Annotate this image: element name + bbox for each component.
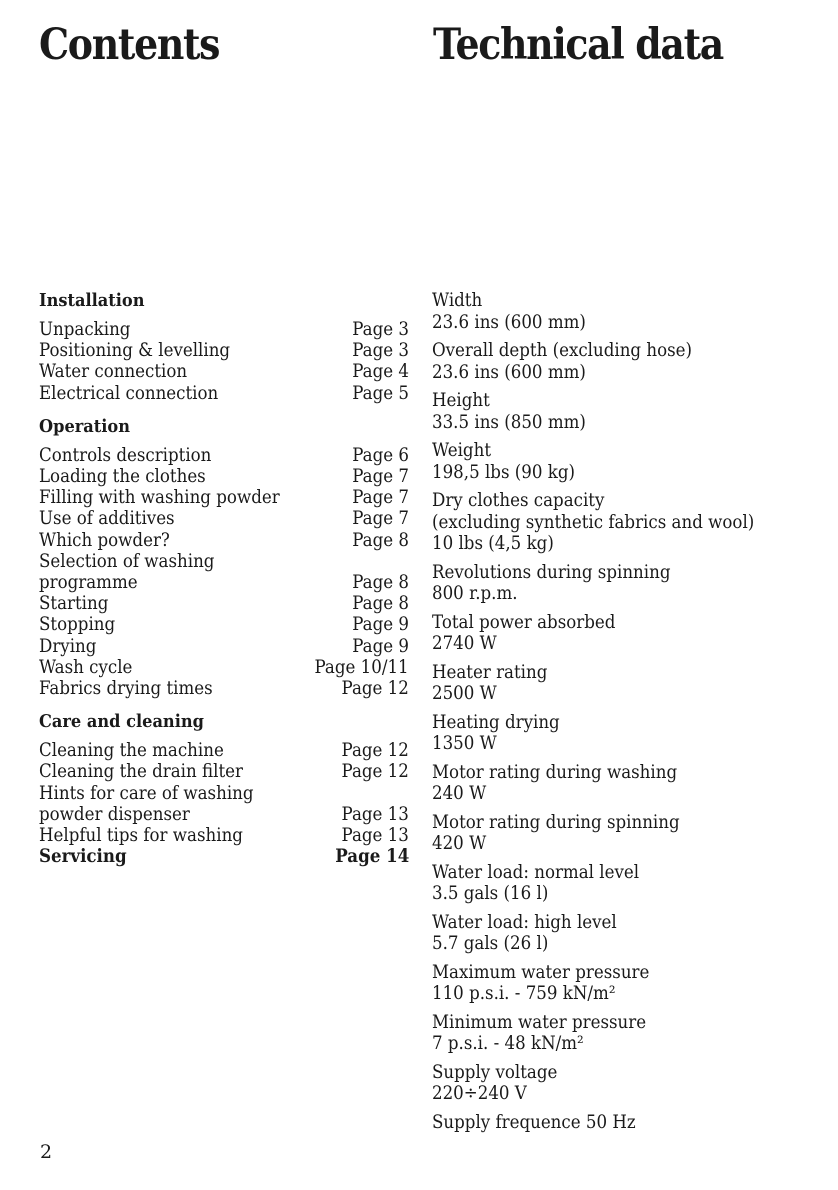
spec-total-power	[432, 612, 832, 655]
spec-name: Water load: normal level	[432, 861, 640, 883]
spec-value: 198,5 lbs (90 kg)	[432, 461, 576, 483]
spec-value: 23.6 ins (600 mm)	[432, 311, 586, 333]
toc-entry-servicing	[39, 846, 409, 867]
contents-heading: Contents	[39, 20, 220, 70]
spec-min-pressure	[432, 1012, 832, 1055]
toc-label: Drying	[39, 635, 97, 657]
spec-value: 420 W	[432, 833, 487, 854]
spec-value: 3.5 gals (16 l)	[432, 883, 549, 904]
toc-page: Page 8	[352, 529, 409, 551]
spec-max-pressure	[432, 962, 832, 1005]
toc-entry	[39, 636, 409, 657]
spec-dry-clothes-capacity	[432, 490, 832, 555]
toc-page: Page 13	[341, 825, 409, 847]
toc-entry	[39, 530, 409, 551]
technical-data-heading: Technical data	[433, 20, 723, 70]
spec-width	[432, 290, 832, 333]
toc-page: Page 8	[352, 572, 409, 594]
toc-entry	[39, 614, 409, 635]
spec-value: 1350 W	[432, 733, 497, 754]
spec-value: 220÷240 V	[432, 1083, 527, 1104]
section-title: Care and cleaning	[39, 711, 204, 733]
toc-label: Use of additives	[39, 508, 175, 530]
toc-entry	[39, 804, 409, 825]
contents-list	[39, 290, 409, 879]
spec-heating-drying	[432, 712, 832, 755]
spec-weight	[432, 440, 832, 483]
toc-page: Page 5	[352, 382, 409, 404]
toc-label: Water connection	[39, 361, 188, 383]
spec-name: Height	[432, 390, 490, 411]
toc-label: Helpful tips for washing	[39, 825, 243, 847]
toc-label: Wash cycle	[39, 656, 133, 678]
toc-label: Electrical connection	[39, 382, 219, 404]
section-installation	[39, 290, 409, 404]
spec-name: Revolutions during spinning	[432, 561, 671, 583]
toc-label: Stopping	[39, 614, 116, 636]
toc-page: Page 3	[352, 340, 409, 362]
spec-water-high	[432, 912, 832, 955]
spec-name: Motor rating during washing	[432, 761, 678, 783]
section-operation	[39, 416, 409, 699]
spec-supply-frequence	[432, 1112, 832, 1134]
toc-page: Page 12	[341, 678, 409, 700]
toc-label: Cleaning the drain filter	[39, 761, 243, 783]
spec-value: 110 p.s.i. - 759 kN/m²	[432, 983, 616, 1004]
spec-name: Width	[432, 290, 483, 311]
toc-entry	[39, 783, 409, 804]
spec-name: Water load: high level	[432, 911, 617, 933]
toc-entry	[39, 678, 409, 699]
spec-value: (excluding synthetic fabrics and wool)	[432, 511, 755, 533]
toc-page: Page 12	[341, 740, 409, 762]
toc-label: Which powder?	[39, 529, 170, 551]
spec-value: 33.5 ins (850 mm)	[432, 411, 586, 433]
toc-entry	[39, 340, 409, 361]
toc-page: Page 7	[352, 466, 409, 488]
spec-name: Overall depth (excluding hose)	[432, 340, 693, 361]
toc-label: Loading the clothes	[39, 466, 206, 488]
toc-label: Filling with washing powder	[39, 487, 280, 509]
toc-label: programme	[39, 572, 138, 594]
toc-page: Page 3	[352, 319, 409, 340]
toc-page: Page 9	[352, 614, 409, 636]
section-care-and-cleaning	[39, 711, 409, 867]
toc-page: Page 6	[352, 444, 409, 466]
toc-entry	[39, 487, 409, 508]
spec-name: Weight	[432, 440, 492, 461]
spec-value: 2500 W	[432, 683, 497, 704]
toc-entry	[39, 761, 409, 782]
spec-motor-washing	[432, 762, 832, 805]
spec-value: 2740 W	[432, 633, 497, 654]
spec-value: 23.6 ins (600 mm)	[432, 361, 586, 383]
spec-overall-depth	[432, 340, 832, 383]
toc-entry	[39, 593, 409, 614]
section-title: Installation	[39, 290, 145, 311]
spec-water-normal	[432, 862, 832, 905]
toc-entry	[39, 383, 409, 404]
spec-value: 10 lbs (4,5 kg)	[432, 533, 554, 554]
toc-entry	[39, 551, 409, 572]
spec-name: Heater rating	[432, 661, 548, 683]
spec-supply-voltage	[432, 1062, 832, 1105]
toc-label: Unpacking	[39, 319, 131, 340]
spec-name: Dry clothes capacity	[432, 490, 605, 511]
toc-entry	[39, 740, 409, 761]
toc-entry	[39, 361, 409, 382]
toc-label: Cleaning the machine	[39, 740, 224, 762]
spec-value: 800 r.p.m.	[432, 583, 518, 604]
toc-entry	[39, 825, 409, 846]
toc-entry	[39, 508, 409, 529]
toc-page: Page 7	[352, 487, 409, 509]
spec-value: 240 W	[432, 783, 487, 804]
toc-page: Page 4	[352, 361, 409, 383]
toc-entry	[39, 445, 409, 466]
spec-name: Minimum water pressure	[432, 1011, 647, 1033]
toc-page: Page 10/11	[314, 656, 409, 678]
toc-label: Controls description	[39, 444, 212, 466]
spec-motor-spinning	[432, 812, 832, 855]
toc-page: Page 13	[341, 803, 409, 825]
spec-name: Total power absorbed	[432, 611, 616, 633]
toc-page: Page 8	[352, 593, 409, 615]
spec-value: 5.7 gals (26 l)	[432, 933, 549, 954]
spec-name: Maximum water pressure	[432, 961, 650, 983]
technical-data-list	[432, 290, 832, 1140]
toc-label: Hints for care of washing	[39, 782, 254, 804]
spec-revolutions	[432, 562, 832, 605]
spec-name: Supply frequence 50 Hz	[432, 1111, 636, 1133]
toc-label: Servicing	[39, 846, 127, 868]
toc-page: Page 7	[352, 508, 409, 530]
toc-page: Page 12	[341, 761, 409, 783]
toc-entry	[39, 319, 409, 340]
spec-name: Motor rating during spinning	[432, 811, 680, 833]
toc-label: powder dispenser	[39, 803, 190, 825]
page-number: 2	[40, 1141, 53, 1163]
toc-label: Fabrics drying times	[39, 678, 213, 700]
toc-page: Page 14	[334, 846, 409, 868]
toc-label: Starting	[39, 593, 109, 615]
spec-heater-rating	[432, 662, 832, 705]
toc-label: Selection of washing	[39, 550, 215, 572]
spec-name: Heating drying	[432, 711, 560, 733]
toc-page: Page 9	[352, 635, 409, 657]
section-title: Operation	[39, 415, 130, 437]
spec-name: Supply voltage	[432, 1061, 558, 1083]
toc-entry	[39, 466, 409, 487]
spec-value: 7 p.s.i. - 48 kN/m²	[432, 1033, 584, 1054]
toc-entry	[39, 657, 409, 678]
spec-height	[432, 390, 832, 433]
toc-label: Positioning & levelling	[39, 340, 231, 362]
toc-entry	[39, 572, 409, 593]
